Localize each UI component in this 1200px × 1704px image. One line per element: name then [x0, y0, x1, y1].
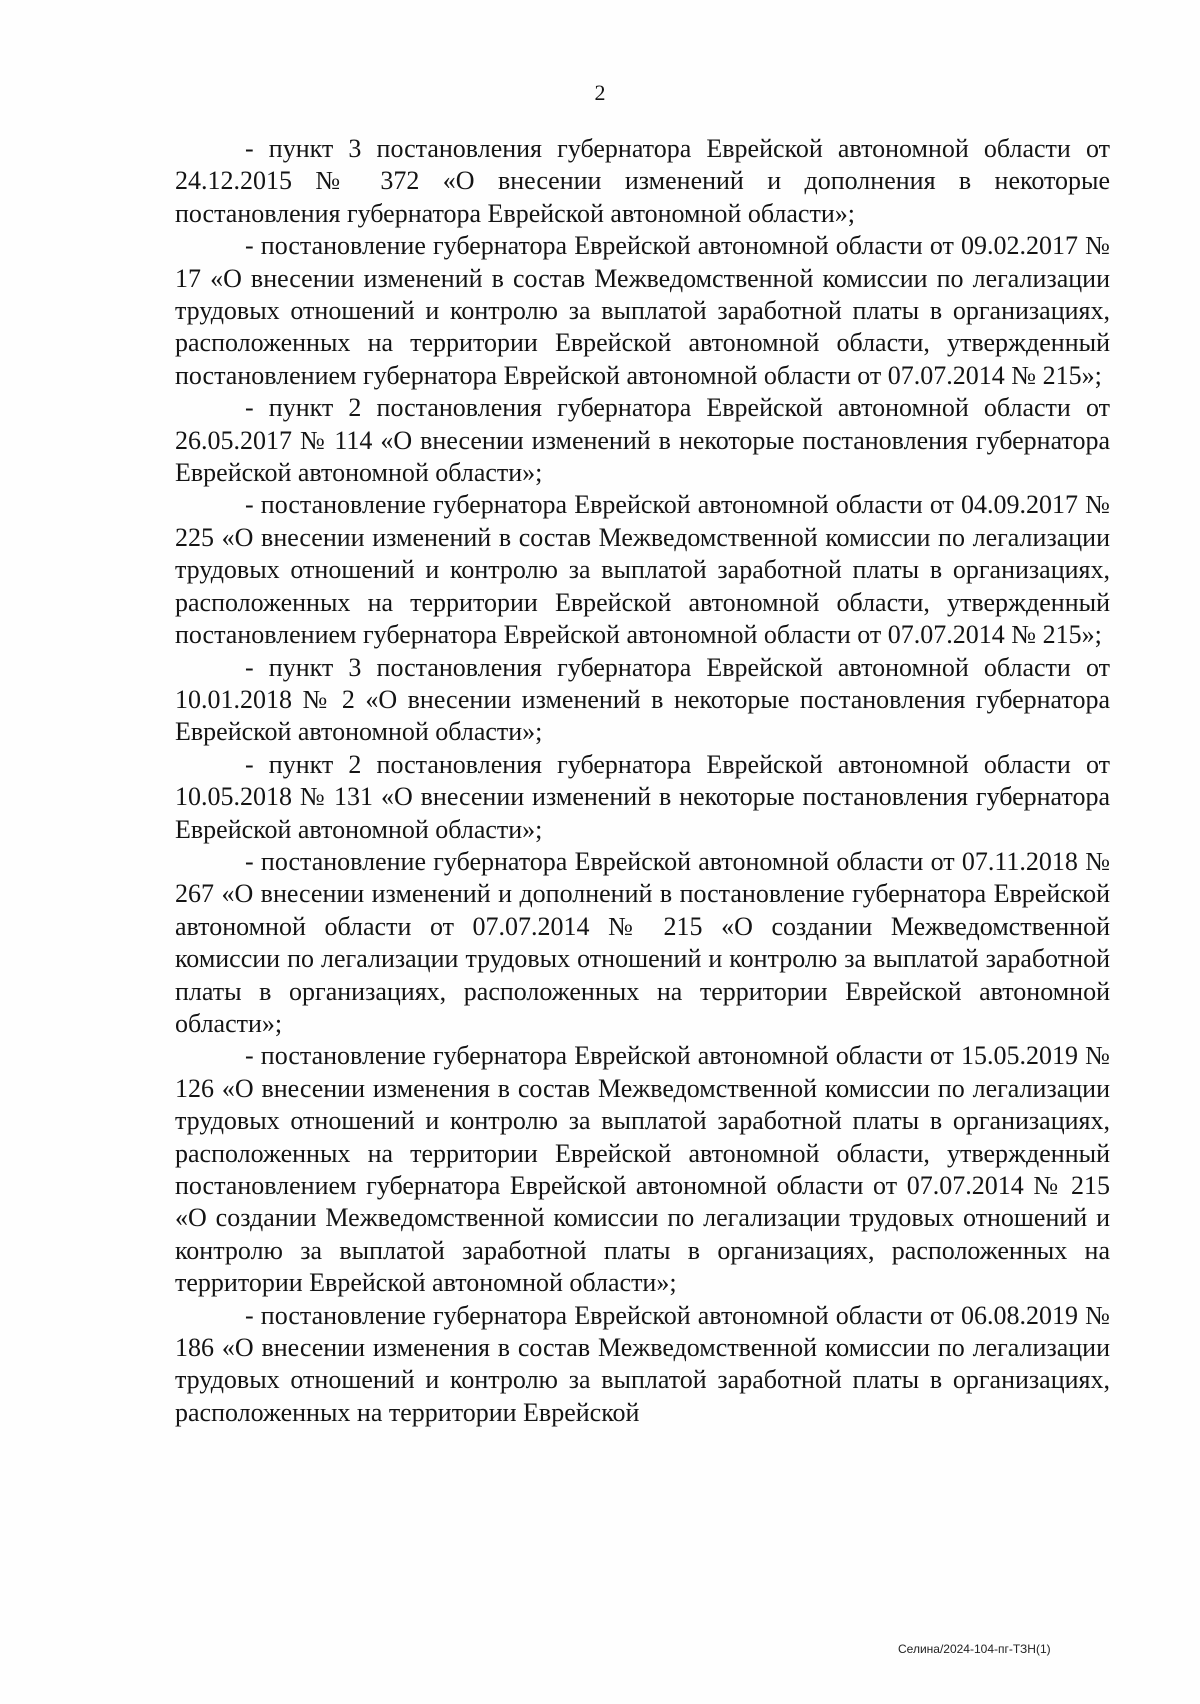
list-item: - постановление губернатора Еврейской автономной области от 09.02.2017 № 17 «О внесении изменений в состав Межведомственной комиссии по легализации трудовых отношений и контролю за выплатой заработной платы в организациях, расположенных на территории Еврейской автономной области, утвержденный постановлением губернатора Еврейской автономной области от 07.07.2014 № 215»;: [175, 231, 1110, 390]
list-item: - пункт 3 постановления губернатора Еврейской автономной области от 24.12.2015 № 372 «О внесении изменений и дополнения в некоторые постановления губернатора Еврейской автономной области»;: [175, 134, 1110, 228]
list-item: - постановление губернатора Еврейской автономной области от 06.08.2019 № 186 «О внесении изменения в состав Межведомственной комиссии по легализации трудовых отношений и контролю за выплатой заработной платы в организациях, расположенных на территории Еврейской: [175, 1300, 1110, 1427]
list-item: - пункт 2 постановления губернатора Еврейской автономной области от 10.05.2018 № 131 «О внесении изменений в некоторые постановления губернатора Еврейской автономной области»;: [175, 749, 1110, 844]
document-body: [175, 133, 1110, 1429]
list-item: - постановление губернатора Еврейской автономной области от 04.09.2017 № 225 «О внесении изменений в состав Межведомственной комиссии по легализации трудовых отношений и контролю за выплатой заработной платы в организациях, расположенных на территории Еврейской автономной области, утвержденный постановлением губернатора Еврейской автономной области от 07.07.2014 № 215»;: [175, 490, 1110, 650]
page-number: 2: [594, 80, 606, 105]
list-item: - пункт 3 постановления губернатора Еврейской автономной области от 10.01.2018 № 2 «О внесении изменений в некоторые постановления губернатора Еврейской автономной области»;: [175, 652, 1110, 747]
list-item: - постановление губернатора Еврейской автономной области от 15.05.2019 № 126 «О внесении изменения в состав Межведомственной комиссии по легализации трудовых отношений и контролю за выплатой заработной платы в организациях, расположенных на территории Еврейской автономной области, утвержденный постановлением губернатора Еврейской автономной области от 07.07.2014 № 215 «О создании Межведомственной комиссии по легализации трудовых отношений и контролю за выплатой заработной платы в организациях, расположенных на территории Еврейской автономной области»;: [175, 1041, 1110, 1298]
list-item: - пункт 2 постановления губернатора Еврейской автономной области от 26.05.2017 № 114 «О внесении изменений в некоторые постановления губернатора Еврейской автономной области»;: [175, 393, 1110, 488]
document-code-footer: Селина/2024-104-пг-ТЗН(1): [898, 1642, 1051, 1656]
list-item: - постановление губернатора Еврейской автономной области от 07.11.2018 № 267 «О внесении изменений и дополнений в постановление губернатора Еврейской автономной области от 07.07.2014 № 215 «О создании Межведомственной комиссии по легализации трудовых отношений и контролю за выплатой заработной платы в организациях, расположенных на территории Еврейской автономной области»;: [175, 846, 1110, 1038]
